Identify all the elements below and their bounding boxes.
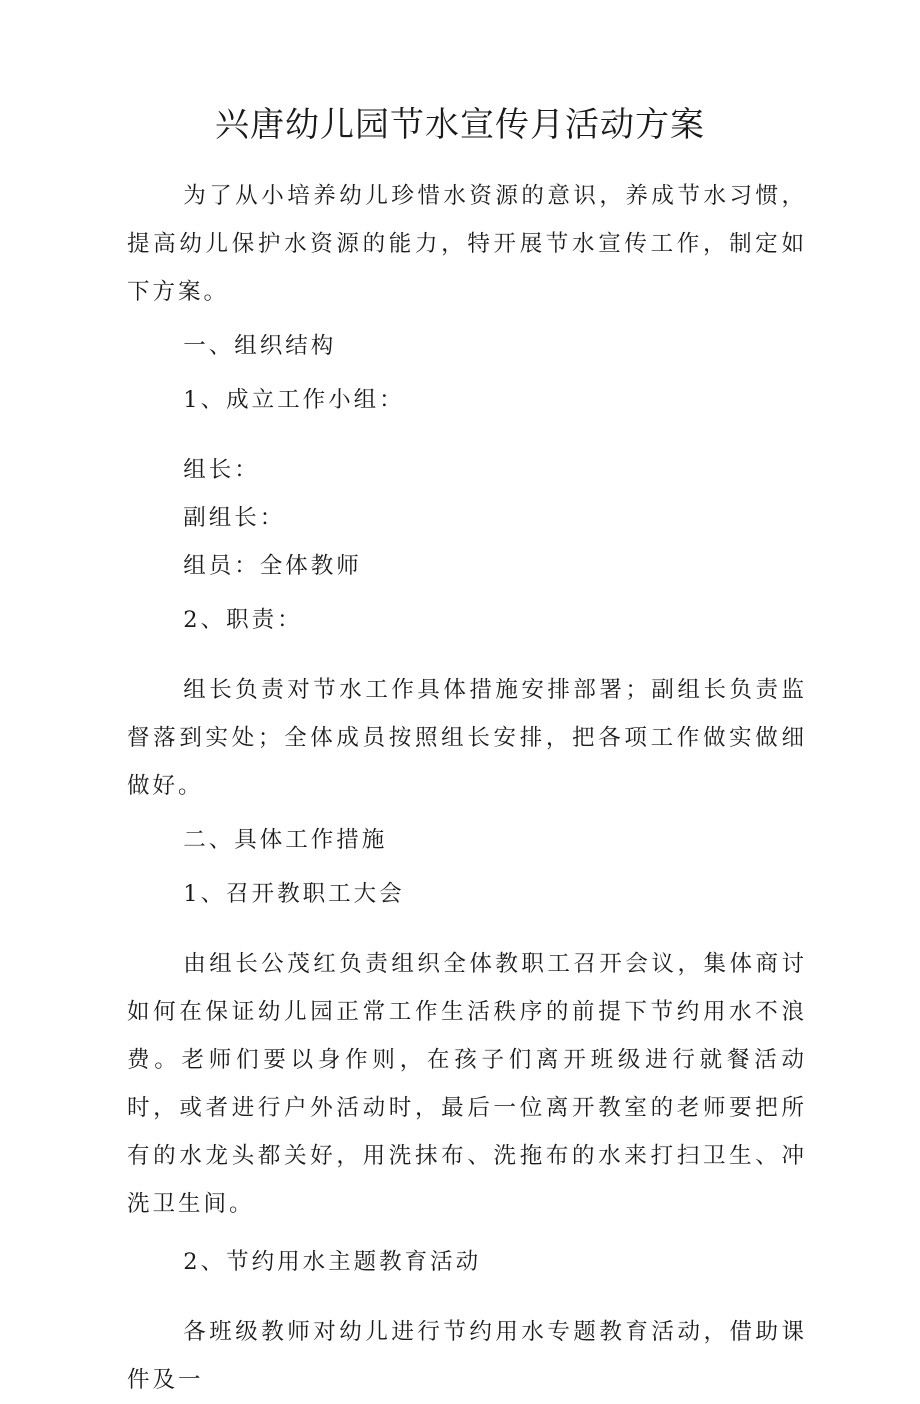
item-members: 组员：全体教师 (183, 553, 362, 579)
document-body (127, 172, 807, 1404)
item-group-leader: 组长： (183, 457, 260, 483)
document-title: 兴唐幼儿园节水宣传月活动方案 (215, 105, 705, 145)
paragraph-duties: 组长负责对节水工作具体措施安排部署；副组长负责监督落到实处；全体成员按照组长安排，把各项工作做实做细做好。 (127, 677, 807, 799)
heading-measures: 二、具体工作措施 (183, 827, 388, 853)
paragraph-intro: 为了从小培养幼儿珍惜水资源的意识，养成节水习惯，提高幼儿保护水资源的能力，特开展节水宣传工作，制定如下方案。 (127, 183, 807, 305)
item-deputy-leader: 副组长： (183, 505, 286, 531)
paragraph-education-activity: 各班级教师对幼儿进行节约用水专题教育活动，借助课件及一 (127, 1319, 807, 1393)
subheading-work-group: 1、成立工作小组： (183, 387, 405, 413)
subheading-education-activity: 2、节约用水主题教育活动 (183, 1249, 482, 1275)
subheading-duties: 2、职责： (183, 607, 303, 633)
heading-organization: 一、组织结构 (183, 333, 337, 359)
subheading-staff-meeting: 1、召开教职工大会 (183, 881, 405, 907)
paragraph-staff-meeting: 由组长公茂红负责组织全体教职工召开会议，集体商讨如何在保证幼儿园正常工作生活秩序的前提下节约用水不浪费。老师们要以身作则，在孩子们离开班级进行就餐活动时，或者进行户外活动时，最后一位离开教室的老师要把所有的水龙头都关好，用洗抹布、洗拖布的水来打扫卫生、冲洗卫生间。 (127, 951, 807, 1217)
